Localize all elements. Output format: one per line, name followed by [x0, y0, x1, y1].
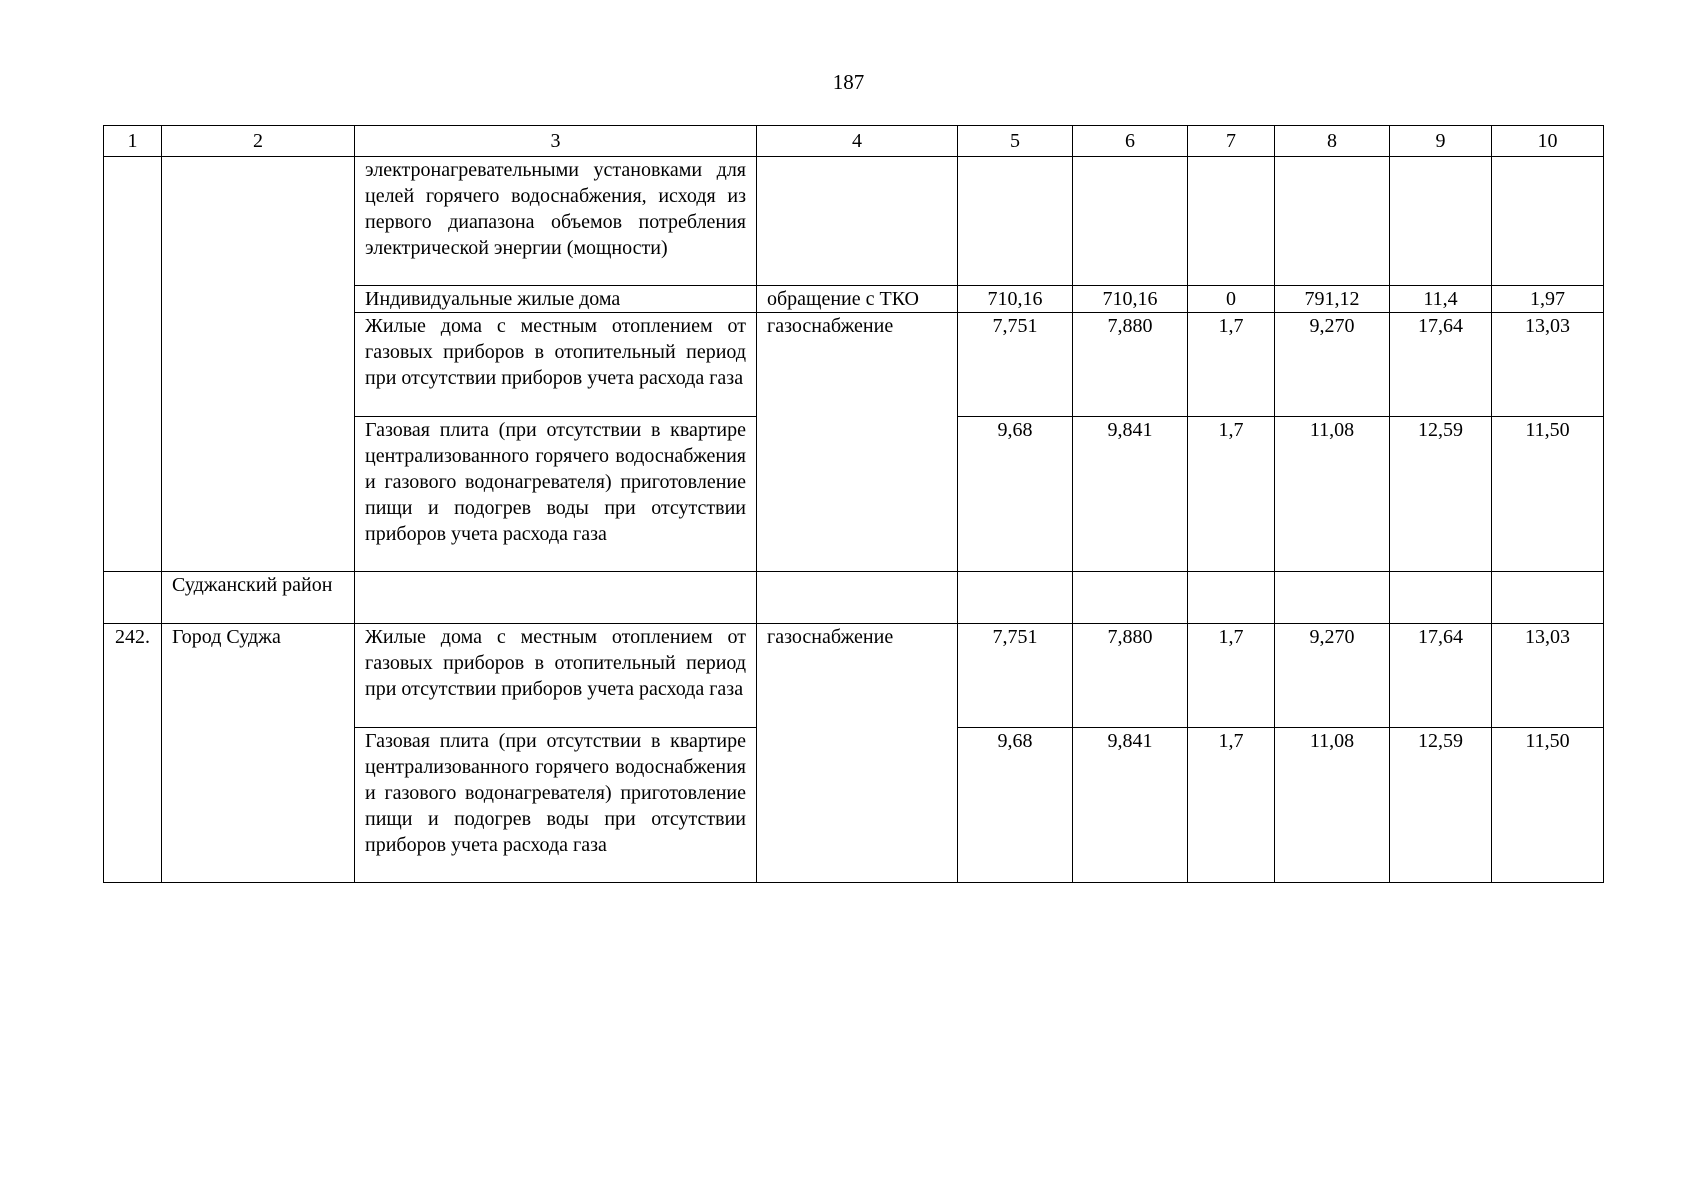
value-col-6: 7,880	[1073, 624, 1188, 728]
value-cell-empty	[1073, 157, 1188, 286]
consumer-category-description: Жилые дома с местным отоплением от газовых приборов в отопительный период при отсутствии приборов учета расхода газа	[355, 313, 757, 417]
column-number-9: 9	[1390, 126, 1492, 157]
value-col-8: 11,08	[1275, 417, 1390, 572]
value-cell-empty	[1492, 157, 1604, 286]
value-col-10: 1,97	[1492, 286, 1604, 313]
value-col-5: 9,68	[958, 728, 1073, 883]
service-name: обращение с ТКО	[757, 286, 958, 313]
value-col-7: 0	[1188, 286, 1275, 313]
value-col-6: 7,880	[1073, 313, 1188, 417]
value-col-7: 1,7	[1188, 417, 1275, 572]
value-col-7: 1,7	[1188, 624, 1275, 728]
value-col-6: 710,16	[1073, 286, 1188, 313]
consumer-category-description: электронагревательными установками для целей горячего водоснабжения, исходя из первого диапазона объемов потребления электрической энергии (мощности)	[355, 157, 757, 286]
row-number: 242.	[104, 624, 162, 883]
page-number: 187	[832, 70, 865, 94]
column-number-header	[104, 126, 1604, 157]
value-col-9: 12,59	[1390, 728, 1492, 883]
consumer-category-description: Жилые дома с местным отоплением от газовых приборов в отопительный период при отсутствии приборов учета расхода газа	[355, 624, 757, 728]
column-number-3: 3	[355, 126, 757, 157]
row-number-cell-empty	[104, 572, 162, 624]
table-row	[104, 624, 1604, 728]
column-number-2: 2	[162, 126, 355, 157]
value-col-6: 9,841	[1073, 417, 1188, 572]
tariff-table	[103, 125, 1604, 883]
value-cell-empty	[1275, 157, 1390, 286]
column-number-1: 1	[104, 126, 162, 157]
value-cell-empty	[1275, 572, 1390, 624]
value-col-8: 11,08	[1275, 728, 1390, 883]
column-number-6: 6	[1073, 126, 1188, 157]
value-col-9: 11,4	[1390, 286, 1492, 313]
value-col-8: 9,270	[1275, 624, 1390, 728]
district-name: Суджанский район	[162, 572, 355, 624]
value-col-9: 17,64	[1390, 313, 1492, 417]
value-col-5: 7,751	[958, 313, 1073, 417]
service-name: газоснабжение	[757, 624, 958, 883]
value-col-8: 791,12	[1275, 286, 1390, 313]
value-col-10: 11,50	[1492, 728, 1604, 883]
column-number-7: 7	[1188, 126, 1275, 157]
value-cell-empty	[1390, 157, 1492, 286]
value-col-5: 9,68	[958, 417, 1073, 572]
value-col-5: 710,16	[958, 286, 1073, 313]
column-number-10: 10	[1492, 126, 1604, 157]
value-cell-empty	[1073, 572, 1188, 624]
column-number-8: 8	[1275, 126, 1390, 157]
row-number-cell-empty	[104, 157, 162, 572]
consumer-category-description: Индивидуальные жилые дома	[355, 286, 757, 313]
value-col-10: 13,03	[1492, 313, 1604, 417]
settlement-name: Город Суджа	[162, 624, 355, 883]
value-col-7: 1,7	[1188, 728, 1275, 883]
consumer-category-description: Газовая плита (при отсутствии в квартире централизованного горячего водоснабжения и газового водонагревателя) приготовление пищи и подогрев воды при отсутствии приборов учета расхода газа	[355, 728, 757, 883]
consumer-category-description: Газовая плита (при отсутствии в квартире централизованного горячего водоснабжения и газового водонагревателя) приготовление пищи и подогрев воды при отсутствии приборов учета расхода газа	[355, 417, 757, 572]
value-col-5: 7,751	[958, 624, 1073, 728]
value-col-10: 11,50	[1492, 417, 1604, 572]
value-cell-empty	[1390, 572, 1492, 624]
value-col-10: 13,03	[1492, 624, 1604, 728]
value-cell-empty	[958, 157, 1073, 286]
column-number-5: 5	[958, 126, 1073, 157]
column-number-4: 4	[757, 126, 958, 157]
value-col-8: 9,270	[1275, 313, 1390, 417]
value-cell-empty	[958, 572, 1073, 624]
value-cell-empty	[1188, 157, 1275, 286]
value-cell-empty	[1492, 572, 1604, 624]
service-name: газоснабжение	[757, 313, 958, 572]
value-col-9: 12,59	[1390, 417, 1492, 572]
settlement-cell-empty	[162, 157, 355, 572]
description-cell-empty	[355, 572, 757, 624]
service-cell-empty	[757, 572, 958, 624]
table-row	[104, 157, 1604, 286]
district-row	[104, 572, 1604, 624]
value-col-9: 17,64	[1390, 624, 1492, 728]
value-col-6: 9,841	[1073, 728, 1188, 883]
value-cell-empty	[1188, 572, 1275, 624]
service-cell-empty	[757, 157, 958, 286]
value-col-7: 1,7	[1188, 313, 1275, 417]
